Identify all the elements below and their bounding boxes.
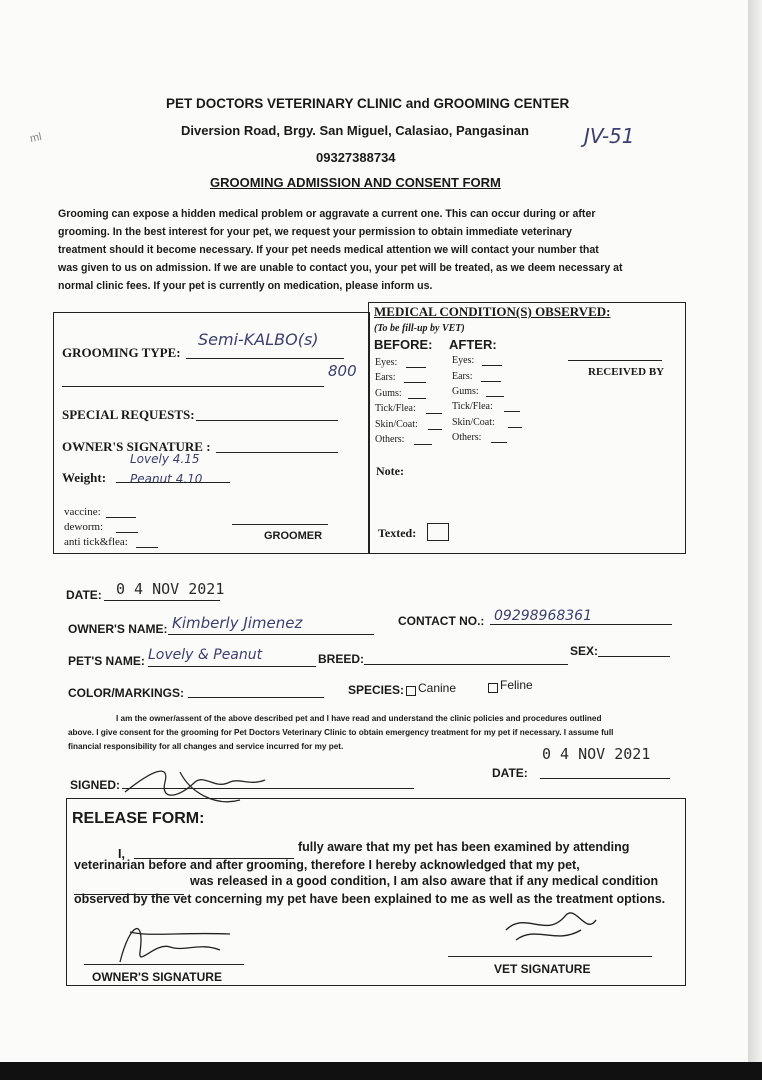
note-label: Note:	[376, 464, 404, 478]
weight-line-2: Peanut 4.10	[130, 472, 203, 486]
owner-sig-label: OWNER'S SIGNATURE	[92, 970, 222, 984]
texted-checkbox[interactable]	[427, 523, 449, 541]
clinic-address: Diversion Road, Brgy. San Miguel, Calasiao, Pangasinan	[181, 123, 529, 138]
species-label: SPECIES:	[348, 683, 405, 697]
owner-name-line	[168, 634, 374, 635]
weight-line	[116, 482, 230, 483]
signed-label: SIGNED:	[70, 778, 121, 792]
release-line1-a: I,	[118, 847, 125, 861]
groomer-label: GROOMER	[264, 530, 323, 542]
grooming-type-value: Semi-KALBO(s)	[198, 330, 319, 349]
weight-label: Weight:	[62, 470, 107, 485]
release-line2: veterinarian before and after grooming, therefore I hereby acknowledged that my pet,	[74, 858, 580, 872]
intro-line-3: treatment should it become necessary. If your pet needs medical attention we will contact your number that	[58, 244, 599, 256]
canine-checkbox[interactable]	[406, 686, 416, 696]
clinic-name: PET DOCTORS VETERINARY CLINIC and GROOMING CENTER	[166, 96, 570, 111]
intro-line-1: Grooming can expose a hidden medical problem or aggravate a current one. This can occur during or after	[58, 208, 596, 220]
owner-name-label: OWNER'S NAME:	[68, 622, 168, 636]
vaccine-label: vaccine:	[64, 506, 101, 518]
deworm-line	[116, 532, 138, 533]
consent-line-1: I am the owner/assent of the above described pet and I have read and understand the clinic policies and procedures outlined	[116, 714, 602, 723]
special-requests-label: SPECIAL REQUESTS:	[62, 407, 195, 422]
before-skincoat: Skin/Coat:	[375, 419, 418, 430]
owner-signature-label: OWNER'S SIGNATURE :	[62, 439, 211, 454]
clinic-phone: 09327388734	[316, 150, 396, 165]
contact-label: CONTACT NO.:	[398, 614, 485, 628]
groomer-line	[232, 524, 328, 525]
consent-line-2: above. I give consent for the grooming for Pet Doctors Veterinary Clinic to obtain emergency treatment for my pet if necessary. I assume full	[68, 728, 614, 737]
contact-line	[490, 624, 672, 625]
intro-line-4: was given to us on admission. If we are unable to contact you, your pet will be treated, as we deem necessary at	[58, 262, 623, 274]
before-others-line	[414, 444, 432, 445]
release-line3: was released in a good condition, I am also aware that if any medical condition	[190, 874, 659, 888]
before-gums: Gums:	[375, 388, 402, 399]
before-ears-line	[404, 382, 426, 383]
release-title: RELEASE FORM:	[72, 810, 205, 827]
vaccine-line	[106, 517, 136, 518]
signed-date-label: DATE:	[492, 766, 528, 780]
after-tickflea: Tick/Flea:	[452, 401, 493, 412]
sex-line	[598, 656, 670, 657]
medical-subtitle: (To be fill-up by VET)	[374, 323, 465, 334]
grooming-price: 800	[328, 362, 357, 380]
after-eyes: Eyes:	[452, 355, 475, 366]
grooming-extra-line	[62, 386, 324, 387]
release-line4: observed by the vet concerning my pet have been explained to me as well as the treatment options.	[74, 892, 666, 906]
color-label: COLOR/MARKINGS:	[68, 686, 184, 700]
color-line	[188, 697, 324, 698]
after-gums: Gums:	[452, 386, 479, 397]
feline-label: Feline	[500, 678, 533, 692]
vet-sig-label: VET SIGNATURE	[494, 962, 591, 976]
received-by-label: RECEIVED BY	[588, 366, 665, 378]
texted-label: Texted:	[378, 526, 417, 540]
after-ears: Ears:	[452, 371, 473, 382]
vet-stamp-signature	[486, 900, 606, 950]
canine-label: Canine	[418, 681, 457, 695]
before-eyes-line	[406, 367, 426, 368]
after-gums-line	[486, 396, 504, 397]
before-skincoat-line	[428, 429, 442, 430]
owner-name-value: Kimberly Jimenez	[172, 614, 303, 632]
after-skincoat: Skin/Coat:	[452, 417, 495, 428]
weight-line-1: Lovely 4.15	[130, 452, 200, 466]
antitick-line	[136, 547, 158, 548]
deworm-label: deworm:	[64, 521, 104, 533]
after-skincoat-line	[508, 427, 522, 428]
before-label: BEFORE:	[374, 337, 433, 352]
before-tickflea: Tick/Flea:	[375, 403, 416, 414]
sex-label: SEX:	[570, 644, 599, 658]
before-gums-line	[408, 398, 426, 399]
medical-title: MEDICAL CONDITION(S) OBSERVED:	[374, 304, 611, 319]
date-line	[104, 600, 220, 601]
before-eyes: Eyes:	[375, 357, 398, 368]
grooming-type-line	[186, 358, 344, 359]
release-vet-line	[448, 956, 652, 957]
antitick-label: anti tick&flea:	[64, 536, 128, 548]
after-label: AFTER:	[449, 337, 497, 352]
after-others: Others:	[452, 432, 482, 443]
signed-date-line	[540, 778, 670, 779]
consent-line-3: financial responsibility for all changes and service incurred for my pet.	[68, 742, 344, 751]
feline-checkbox[interactable]	[488, 683, 498, 693]
after-others-line	[491, 442, 507, 443]
release-owner-signature	[110, 912, 250, 972]
owner-signature-line	[216, 452, 338, 453]
grooming-type-label: GROOMING TYPE:	[62, 345, 181, 360]
release-owner-line	[84, 964, 244, 965]
date-label: DATE:	[66, 588, 102, 602]
scan-bottom-border	[0, 1062, 762, 1080]
date-value: 0 4 NOV 2021	[116, 580, 225, 598]
margin-mark: ml	[28, 130, 43, 146]
page-edge	[748, 0, 762, 1062]
after-ears-line	[481, 381, 501, 382]
before-ears: Ears:	[375, 372, 396, 383]
after-tickflea-line	[504, 411, 520, 412]
received-by-line	[568, 360, 662, 361]
before-tickflea-line	[426, 413, 442, 414]
breed-line	[364, 664, 568, 665]
intro-line-2: grooming. In the best interest for your pet, we request your permission to obtain immediate veterinary	[58, 226, 572, 238]
before-others: Others:	[375, 434, 405, 445]
intro-line-5: normal clinic fees. If your pet is currently on medication, please inform us.	[58, 280, 433, 292]
handwritten-side-note: JV-51	[584, 124, 635, 148]
form-title: GROOMING ADMISSION AND CONSENT FORM	[210, 175, 501, 190]
pet-name-value: Lovely & Peanut	[148, 647, 263, 663]
release-line1-b: fully aware that my pet has been examined by attending	[298, 840, 630, 854]
signed-date-value: 0 4 NOV 2021	[542, 745, 651, 763]
contact-value: 09298968361	[494, 608, 592, 624]
special-requests-line	[196, 420, 338, 421]
pet-name-label: PET'S NAME:	[68, 654, 145, 668]
breed-label: BREED:	[318, 652, 365, 666]
pet-name-line	[148, 666, 316, 667]
after-eyes-line	[482, 365, 502, 366]
